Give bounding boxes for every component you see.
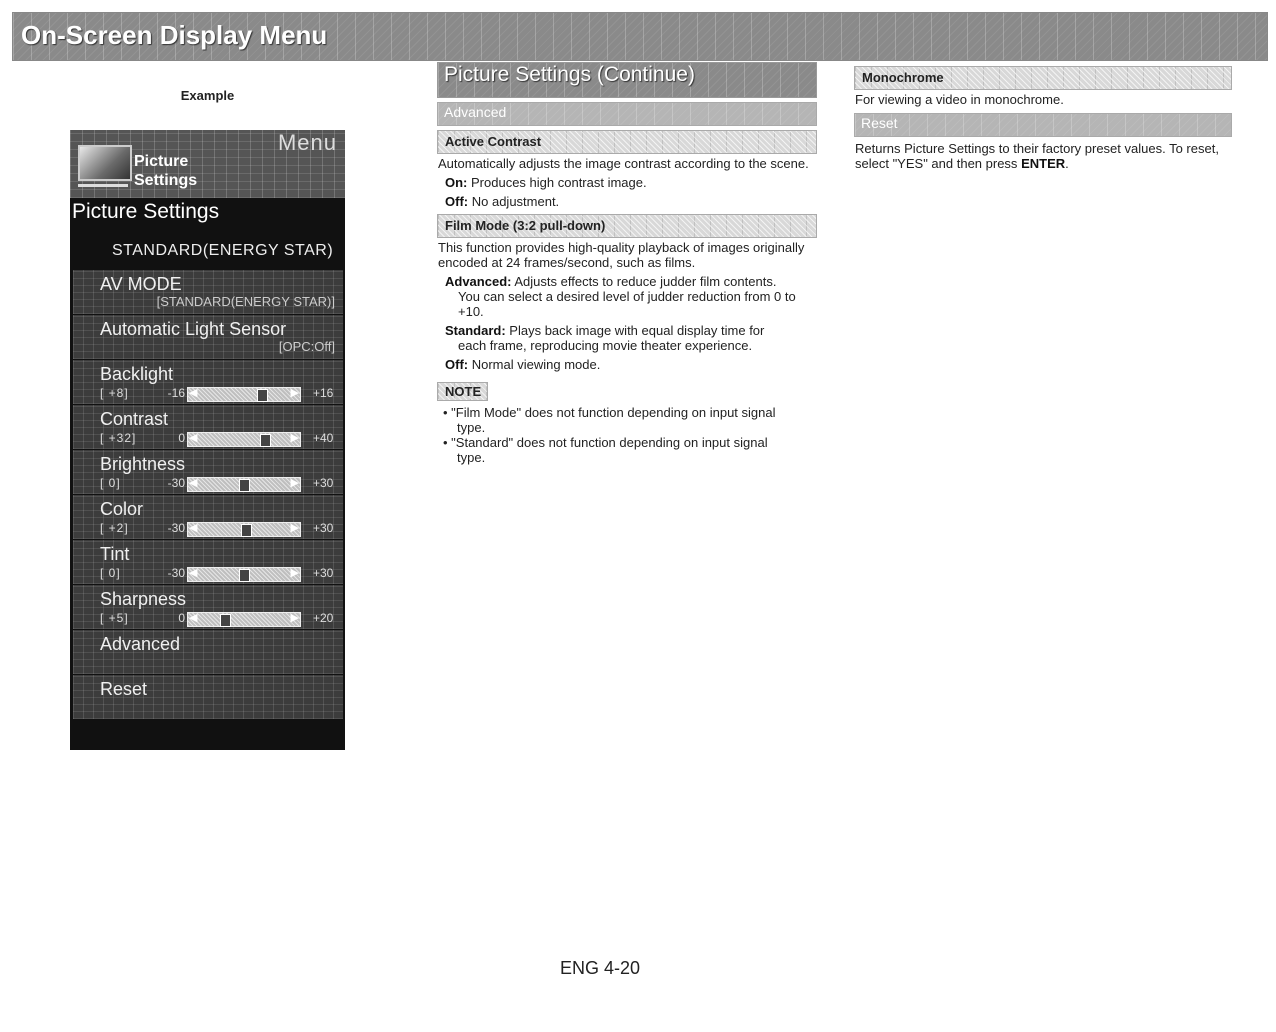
film-mode-off	[445, 357, 817, 372]
slider-knob[interactable]	[260, 434, 271, 447]
osd-item-label: Color	[100, 499, 144, 519]
reset-text-main: Returns Picture Settings to their factory preset values. To reset, select "YES" and then press	[855, 141, 1219, 171]
osd-item-max: +30	[313, 521, 334, 535]
osd-item-min: -30	[167, 521, 185, 535]
osd-item-label: Brightness	[100, 454, 186, 474]
arrow-left-icon: ◀	[189, 522, 198, 534]
osd-item-brightness[interactable]	[73, 450, 343, 494]
arrow-left-icon: ◀	[189, 567, 198, 579]
note-bullet-text-cont: type.	[457, 450, 486, 465]
osd-heading: Picture Settings	[72, 200, 220, 223]
section-title: Picture Settings (Continue)	[444, 63, 695, 86]
option-label: On:	[445, 175, 468, 190]
option-label: Advanced:	[445, 274, 512, 289]
osd-item-max: +20	[313, 611, 334, 625]
osd-list	[73, 270, 343, 720]
osd-menu-word: Menu	[277, 130, 337, 155]
osd-item-reset[interactable]	[73, 675, 343, 719]
option-label: Standard:	[445, 323, 506, 338]
osd-item-label: Automatic Light Sensor	[100, 319, 287, 339]
osd-item-current: [ 0]	[100, 566, 121, 580]
osd-item-label: Reset	[100, 679, 148, 699]
picture-settings-icon	[78, 145, 132, 181]
page-number: ENG 4-20	[559, 958, 641, 978]
active-contrast-desc: Automatically adjusts the image contrast according to the scene.	[438, 156, 809, 171]
subsection-bar	[437, 102, 817, 126]
osd-item-max: +40	[313, 431, 334, 445]
slider-knob[interactable]	[241, 524, 252, 537]
osd-item-advanced[interactable]	[73, 630, 343, 674]
film-mode-standard-cont: each frame, reproducing movie theater experience.	[458, 338, 753, 353]
arrow-right-icon: ▶	[290, 432, 299, 444]
enter-key-label: ENTER	[1021, 156, 1066, 171]
osd-item-tint[interactable]	[73, 540, 343, 584]
arrow-right-icon: ▶	[290, 612, 299, 624]
slider-knob[interactable]	[239, 479, 250, 492]
osd-category-line2: Settings	[134, 172, 198, 189]
osd-item-current: [ 0]	[100, 476, 121, 490]
osd-item-av-mode[interactable]	[73, 270, 343, 314]
note-bullet-text: "Film Mode" does not function depending on input signal	[451, 405, 776, 420]
arrow-left-icon: ◀	[189, 477, 198, 489]
contrast-slider[interactable]	[187, 432, 301, 447]
osd-item-label: Contrast	[100, 409, 169, 429]
arrow-right-icon: ▶	[290, 522, 299, 534]
active-contrast-off	[445, 194, 817, 209]
osd-top-bar	[70, 130, 345, 198]
osd-item-max: +30	[313, 476, 334, 490]
example-label: Example	[180, 88, 235, 103]
osd-item-label: Backlight	[100, 364, 174, 384]
tint-slider[interactable]	[187, 567, 301, 582]
monochrome-text: For viewing a video in monochrome.	[855, 92, 1064, 107]
osd-item-max: +30	[313, 566, 334, 580]
osd-item-value: [OPC:Off]	[278, 339, 335, 354]
osd-menu-example	[70, 130, 345, 750]
reset-text	[855, 141, 1232, 171]
reset-text-end: .	[1065, 156, 1069, 171]
subsection-title: Advanced	[444, 104, 507, 120]
section-title-bar	[437, 62, 817, 98]
reset-title: Reset	[861, 115, 898, 131]
monochrome-title: Monochrome	[862, 70, 944, 85]
arrow-right-icon: ▶	[290, 567, 299, 579]
slider-knob[interactable]	[257, 389, 268, 402]
page-title: On-Screen Display Menu	[21, 20, 328, 50]
osd-item-value: [STANDARD(ENERGY STAR)]	[156, 294, 335, 309]
note-bullet-text: "Standard" does not function depending on input signal	[451, 435, 768, 450]
page-header	[12, 12, 1268, 61]
osd-item-min: 0	[178, 611, 185, 625]
option-text: Normal viewing mode.	[471, 357, 601, 372]
osd-item-min: -30	[167, 566, 185, 580]
osd-item-label: Tint	[100, 544, 130, 564]
osd-item-sharpness[interactable]	[73, 585, 343, 629]
film-mode-standard	[445, 323, 817, 338]
film-mode-title: Film Mode (3:2 pull-down)	[445, 218, 606, 233]
option-text: Produces high contrast image.	[471, 175, 647, 190]
film-mode-heading	[437, 214, 817, 238]
option-label: Off:	[445, 357, 469, 372]
osd-category-title	[134, 152, 214, 190]
note-bullet-text-cont: type.	[457, 420, 486, 435]
arrow-right-icon: ▶	[290, 387, 299, 399]
brightness-slider[interactable]	[187, 477, 301, 492]
film-mode-advanced-cont: You can select a desired level of judder reduction from 0 to +10.	[458, 289, 796, 319]
active-contrast-heading	[437, 130, 817, 154]
note-tag: NOTE	[437, 382, 488, 401]
option-label: Off:	[445, 194, 469, 209]
active-contrast-on	[445, 175, 817, 190]
osd-item-backlight[interactable]	[73, 360, 343, 404]
osd-item-label: Sharpness	[100, 589, 187, 609]
arrow-left-icon: ◀	[189, 387, 198, 399]
osd-item-min: 0	[178, 431, 185, 445]
osd-item-current: [ +2]	[100, 521, 129, 535]
osd-item-color[interactable]	[73, 495, 343, 539]
right-column	[854, 66, 1232, 171]
osd-mode: STANDARD(ENERGY STAR)	[112, 242, 334, 259]
osd-item-min: -16	[167, 386, 185, 400]
option-text: Adjusts effects to reduce judder film contents.	[514, 274, 777, 289]
color-slider[interactable]	[187, 522, 301, 537]
osd-item-current: [ +32]	[100, 431, 137, 445]
film-mode-advanced	[445, 274, 817, 289]
reset-heading	[854, 113, 1232, 137]
arrow-right-icon: ▶	[290, 477, 299, 489]
osd-item-min: -30	[167, 476, 185, 490]
backlight-slider[interactable]	[187, 387, 301, 402]
osd-item-current: [ +5]	[100, 611, 129, 625]
slider-knob[interactable]	[239, 569, 250, 582]
osd-item-current: [ +8]	[100, 386, 129, 400]
osd-item-light-sensor[interactable]	[73, 315, 343, 359]
osd-item-label: AV MODE	[100, 274, 182, 294]
option-text: No adjustment.	[471, 194, 560, 209]
sharpness-slider[interactable]	[187, 612, 301, 627]
osd-item-max: +16	[313, 386, 334, 400]
osd-category-line1: Picture	[134, 153, 189, 170]
film-mode-desc: This function provides high-quality playback of images originally encoded at 24 frames/second, such as films.	[438, 240, 805, 270]
option-text: Plays back image with equal display time for	[509, 323, 765, 338]
middle-column	[437, 62, 817, 465]
monochrome-heading	[854, 66, 1232, 90]
osd-icon-underline	[78, 184, 128, 187]
active-contrast-title: Active Contrast	[445, 134, 542, 149]
arrow-left-icon: ◀	[189, 612, 198, 624]
note-bullet-1: • "Film Mode" does not function depending on input signal type.	[443, 405, 817, 435]
slider-knob[interactable]	[220, 614, 231, 627]
arrow-left-icon: ◀	[189, 432, 198, 444]
osd-item-contrast[interactable]	[73, 405, 343, 449]
note-bullet-2: • "Standard" does not function depending on input signal type.	[443, 435, 817, 465]
osd-item-label: Advanced	[100, 634, 181, 654]
